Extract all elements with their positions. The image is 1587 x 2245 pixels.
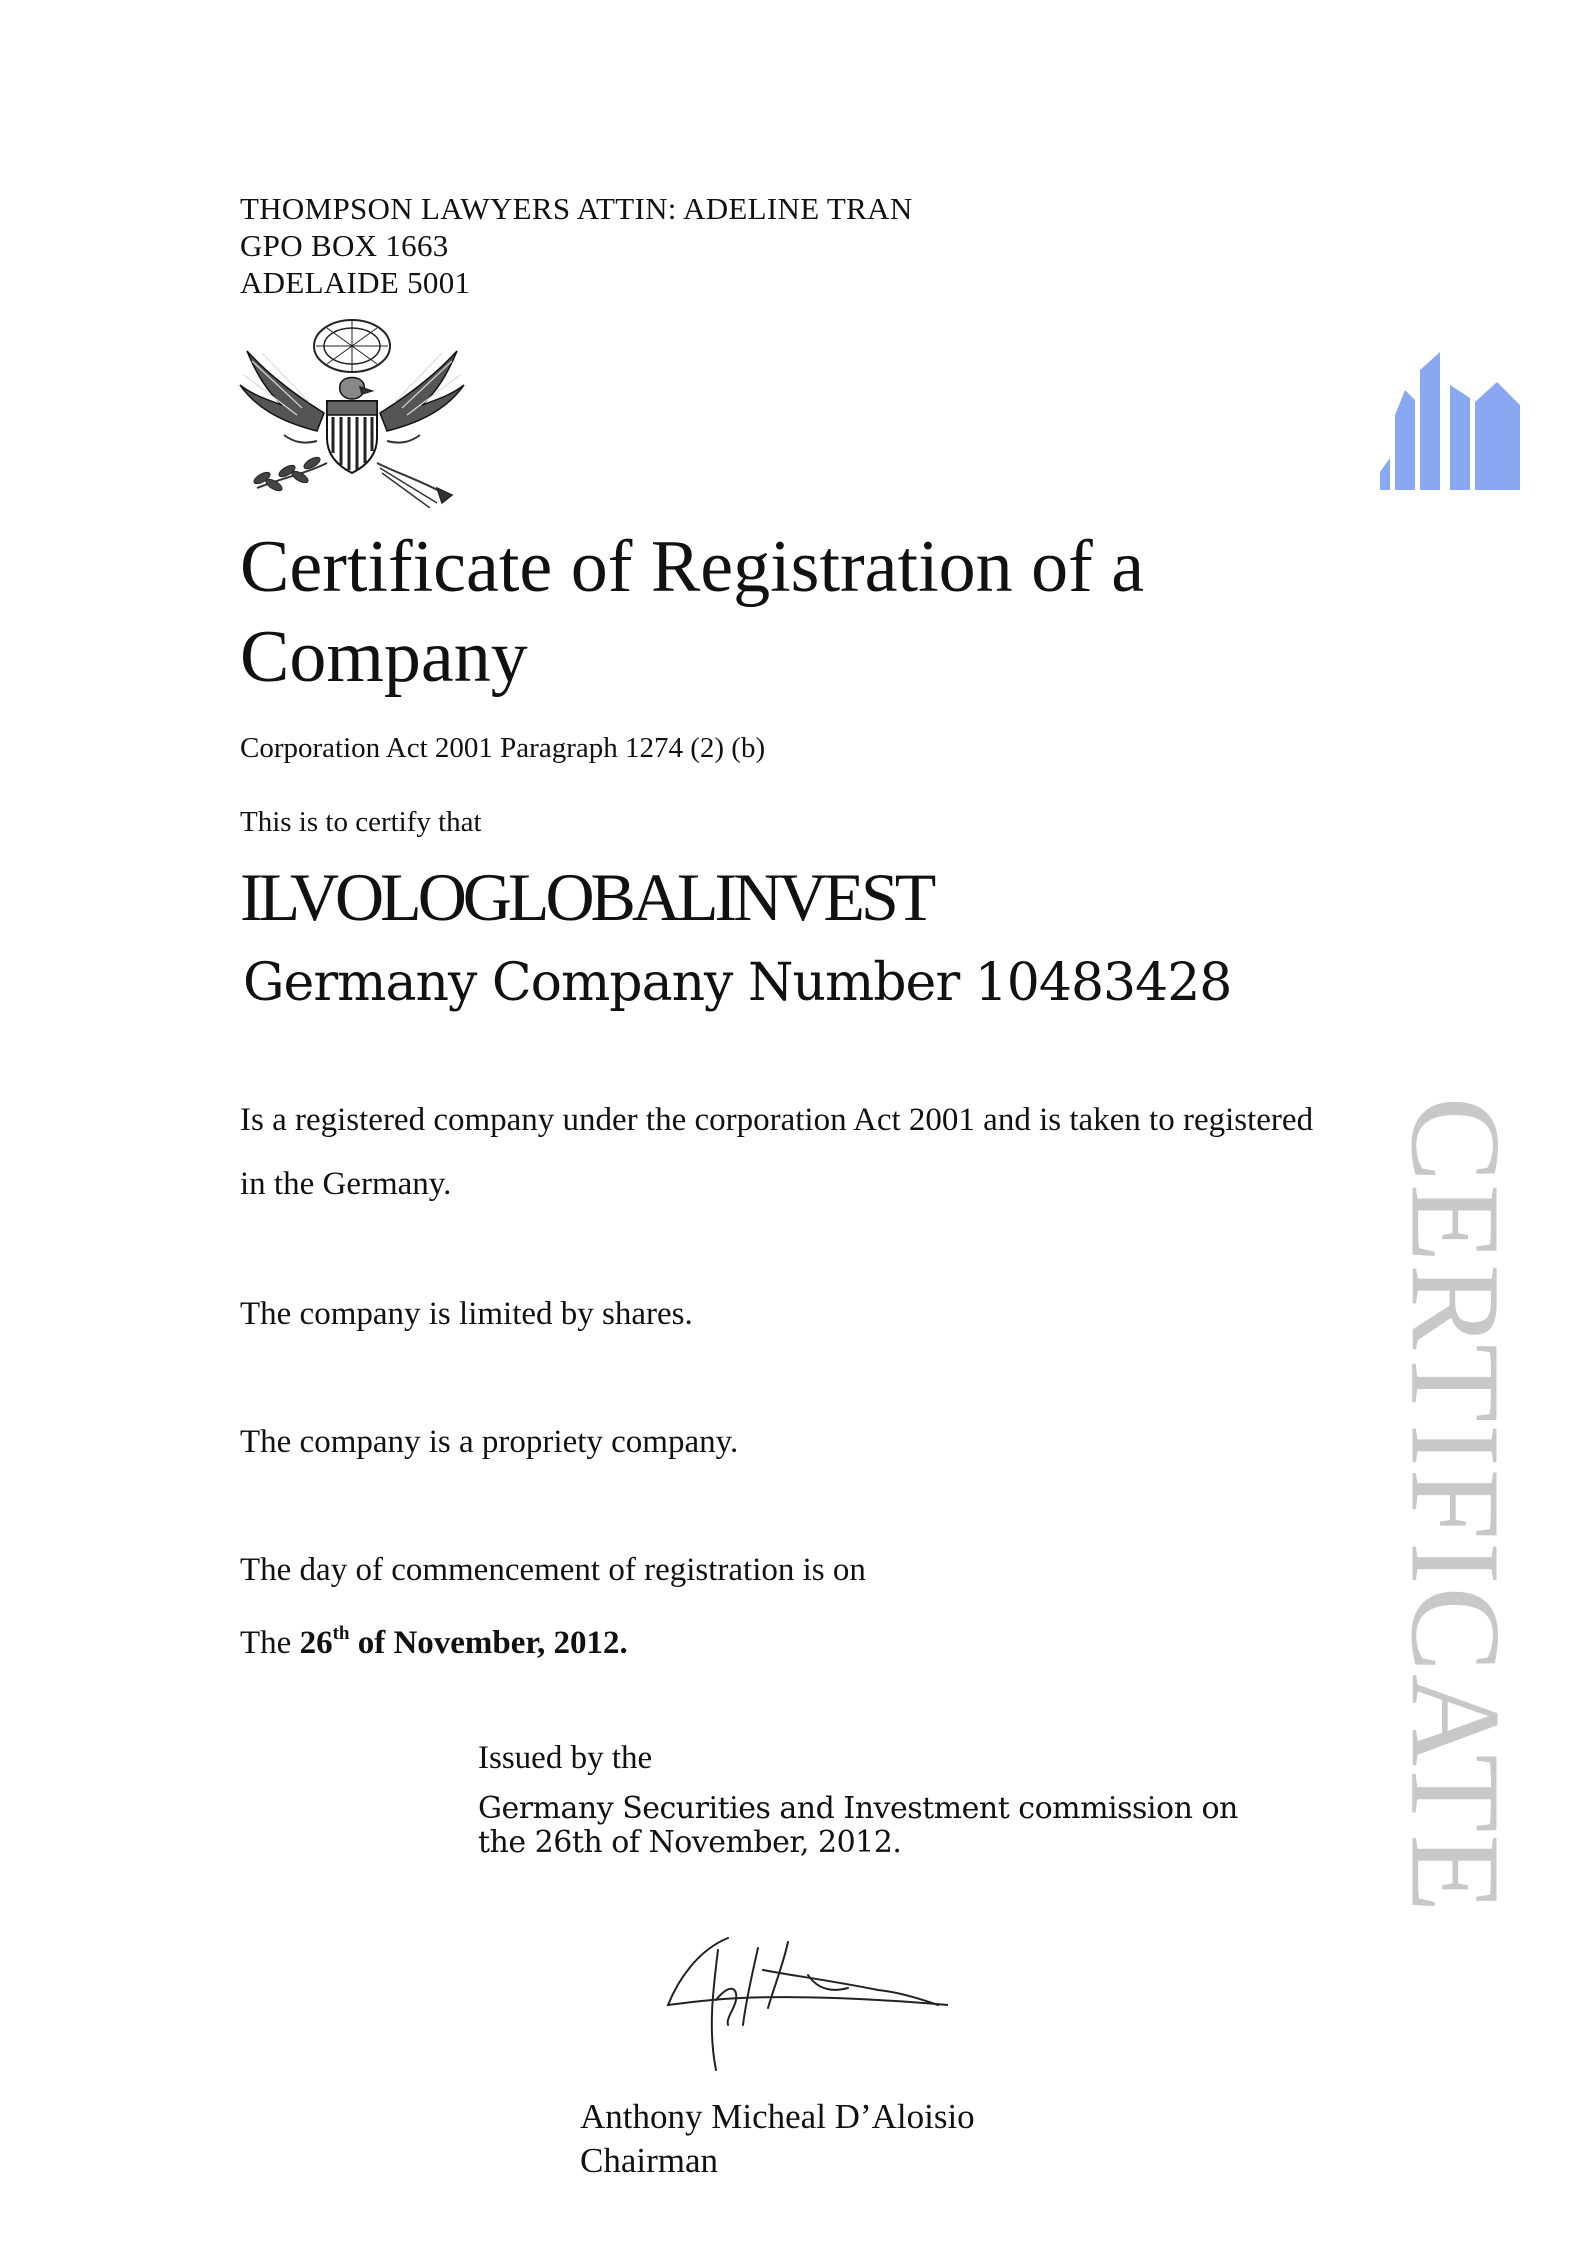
commencement-statement: The day of commencement of registration is on: [240, 1552, 866, 1588]
issuer-block: [478, 1792, 1278, 1860]
address-line-3: ADELAIDE 5001: [240, 265, 471, 300]
date-rest: of November, 2012.: [357, 1625, 628, 1661]
signatory: [580, 2095, 975, 2183]
eagle-seal-icon: [232, 313, 472, 508]
certificate-watermark: [1380, 880, 1530, 2130]
issuer-line-1: Germany Securities and Investment commission on: [478, 1791, 1238, 1826]
date-day-suffix: th: [332, 1623, 350, 1644]
certify-intro: This is to certify that: [240, 806, 482, 838]
address-line-2: GPO BOX 1663: [240, 228, 449, 263]
signatory-role: Chairman: [580, 2141, 719, 2180]
watermark-text: CERTIFICATE: [1384, 1096, 1527, 1914]
certificate-title: Certificate of Registration of a Company: [240, 526, 1145, 698]
issuer-line-2: the 26th of November, 2012.: [478, 1825, 902, 1860]
signature: [658, 1930, 948, 2080]
date-prefix: The: [240, 1625, 292, 1661]
date-day: 26: [299, 1625, 333, 1661]
signatory-name: Anthony Micheal D’Aloisio: [580, 2097, 975, 2136]
registration-statement: Is a registered company under the corporation Act 2001 and is taken to registered in the Germany.: [240, 1102, 1314, 1202]
company-number: Germany Company Number 10483428: [243, 953, 1232, 1013]
address-line-1: THOMPSON LAWYERS ATTIN: ADELINE TRAN: [240, 191, 913, 226]
commencement-date: [240, 1602, 1340, 1675]
propriety-statement: The company is a propriety company.: [240, 1424, 739, 1460]
limited-statement: The company is limited by shares.: [240, 1296, 693, 1332]
issued-label: Issued by the: [478, 1740, 653, 1776]
company-name: ILVOLOGLOBALINVEST: [240, 859, 933, 935]
recipient-address: [240, 190, 913, 301]
building-bars-logo-icon: [1375, 340, 1525, 490]
act-reference: Corporation Act 2001 Paragraph 1274 (2) (b): [240, 732, 766, 764]
